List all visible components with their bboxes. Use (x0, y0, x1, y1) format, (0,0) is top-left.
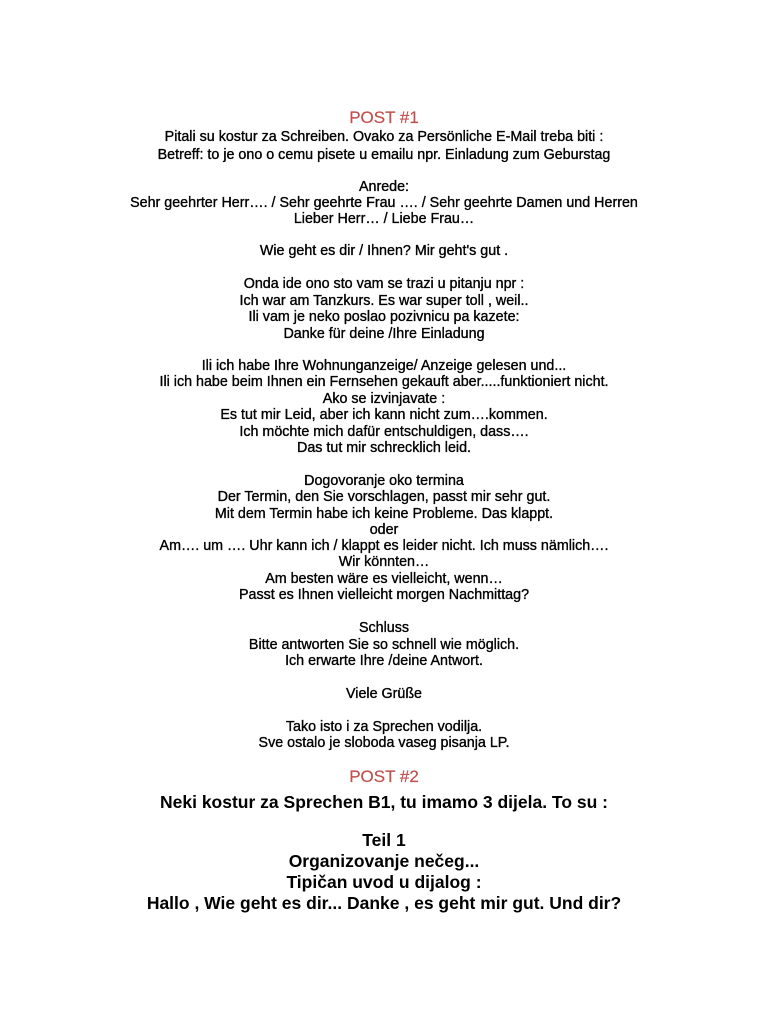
teil1-line: Organizovanje nečeg... (288, 850, 480, 871)
signoff-line: Viele Grüße (345, 686, 423, 702)
appointment-line: Am besten wäre es vielleicht, wenn… (265, 570, 503, 587)
content-line: Ich war am Tanzkurs. Es war super toll , weil.. (239, 292, 529, 309)
content-line: Ili vam je neko poslao pozivnicu pa kazete: (248, 309, 520, 326)
outro-line: Sve ostalo je sloboda vaseg pisanja LP. (258, 735, 510, 751)
appointment-title: Dogovoranje oko termina (304, 473, 464, 489)
salutation-section (0, 179, 768, 228)
teil1-line: Tipičan uvod u dijalog : (286, 871, 482, 892)
appointment-line: oder (369, 521, 399, 538)
post1-heading (0, 108, 768, 128)
content-section (0, 276, 768, 342)
excuse-line: Ako se izvinjavate : (322, 390, 446, 407)
closing-section (0, 620, 768, 670)
post2-heading (0, 767, 768, 787)
formal-salutation-line: Sehr geehrter Herr…. / Sehr geehrte Frau …. / Sehr geehrte Damen und Herren (130, 195, 638, 212)
closing-title: Schluss (358, 620, 410, 636)
excuse-line: Ich möchte mich dafür entschuldigen, dass…. (239, 423, 529, 440)
appointment-line: Passt es Ihnen vielleicht morgen Nachmittag? (238, 587, 530, 604)
appointment-line: Am…. um …. Uhr kann ich / klappt es leider nicht. Ich muss nämlich…. (159, 538, 609, 555)
informal-salutation-line: Lieber Herr… / Liebe Frau… (293, 211, 475, 228)
post2-intro (0, 791, 768, 813)
post1-title: POST #1 (349, 108, 419, 127)
excuse-line: Ili ich habe Ihre Wohnunganzeige/ Anzeige gelesen und... (201, 358, 567, 374)
content-line: Danke für deine /Ihre Einladung (283, 325, 485, 342)
excuse-line: Das tut mir schrecklich leid. (297, 440, 471, 457)
signoff-section (0, 686, 768, 702)
excuse-line: Es tut mir Leid, aber ich kann nicht zum….kommen. (220, 407, 548, 424)
closing-line: Bitte antworten Sie so schnell wie möglich. (248, 636, 520, 653)
post1-intro (0, 128, 768, 164)
greeting-section (0, 243, 768, 259)
greeting-line: Wie geht es dir / Ihnen? Mir geht's gut . (259, 243, 509, 259)
closing-line: Ich erwarte Ihre /deine Antwort. (285, 653, 483, 669)
post2-title: POST #2 (349, 767, 419, 786)
excuse-line: Ili ich habe beim Ihnen ein Fernsehen gekauft aber.....funktioniert nicht. (159, 374, 609, 391)
content-line: Onda ide ono sto vam se trazi u pitanju npr : (243, 276, 525, 292)
excuses-section (0, 358, 768, 456)
appointment-line: Der Termin, den Sie vorschlagen, passt mir sehr gut. (217, 489, 551, 506)
teil1-line: Hallo , Wie geht es dir... Danke , es geht mir gut. Und dir? (146, 892, 622, 913)
appointment-line: Wir könnten… (338, 554, 430, 571)
post2-intro-line: Neki kostur za Sprechen B1, tu imamo 3 dijela. To su : (160, 792, 608, 812)
teil1-section (0, 830, 768, 914)
appointment-section (0, 473, 768, 603)
salutation-label: Anrede: (358, 179, 410, 195)
outro-section (0, 719, 768, 751)
outro-line: Tako isto i za Sprechen vodilja. (285, 719, 483, 735)
appointment-line: Mit dem Termin habe ich keine Probleme. Das klappt. (214, 505, 554, 522)
teil1-title: Teil 1 (362, 829, 406, 850)
subject-line: Betreff: to je ono o cemu pisete u emailu npr. Einladung zum Geburstag (157, 147, 611, 163)
intro-line: Pitali su kostur za Schreiben. Ovako za Persönliche E-Mail treba biti : (164, 129, 604, 145)
